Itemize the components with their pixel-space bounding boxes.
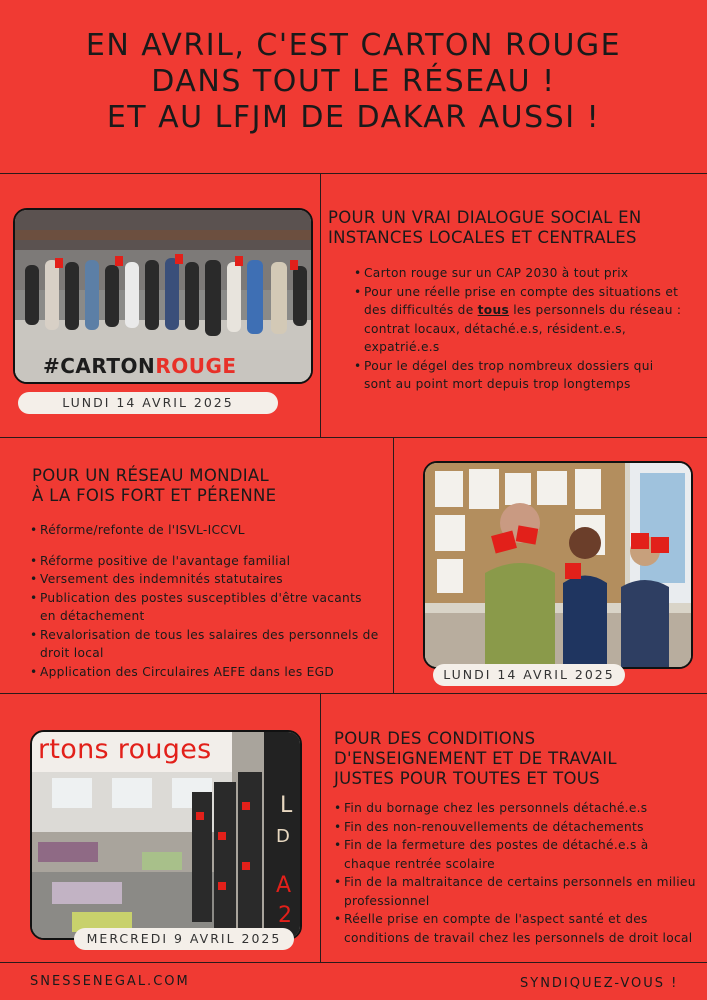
photo-illustration xyxy=(425,463,693,669)
section-heading: POUR UN VRAI DIALOGUE SOCIAL EN INSTANCES LOCALES ET CENTRALES xyxy=(328,208,642,247)
date-badge: MERCREDI 9 AVRIL 2025 xyxy=(74,928,294,950)
list-item: • Réforme/refonte de l'ISVL-ICCVL xyxy=(30,521,380,540)
divider xyxy=(320,173,321,437)
list-item: • Pour le dégel des trop nombreux dossiers qui sont au point mort depuis trop longtemps xyxy=(354,357,684,394)
list-item: • Revalorisation de tous les salaires des personnels de droit local xyxy=(30,626,380,663)
list-item: • Versement des indemnités statutaires xyxy=(30,570,380,589)
svg-text:D: D xyxy=(276,826,290,847)
locker-photo xyxy=(30,730,302,940)
website-link[interactable]: SNESSENEGAL.COM xyxy=(30,974,190,989)
date-badge: LUNDI 14 AVRIL 2025 xyxy=(433,664,625,686)
list-item: • Pour une réelle prise en compte des situations et des difficultés de tous les personnels du réseau : contrat locaux, détaché.e.s, résident.e.s, expatrié.e.s xyxy=(354,283,684,357)
svg-text:2: 2 xyxy=(278,903,292,928)
svg-text:L: L xyxy=(280,793,293,818)
list-item: • Publication des postes susceptibles d'être vacants en détachement xyxy=(30,589,380,626)
list-item: • Fin du bornage chez les personnels détaché.e.s xyxy=(334,799,699,818)
divider xyxy=(0,173,707,174)
page-title xyxy=(0,28,707,136)
divider xyxy=(393,437,394,693)
demands-list xyxy=(30,521,380,681)
divider xyxy=(0,693,707,694)
list-item: • Réelle prise en compte de l'aspect santé et des conditions de travail chez les personnels de droit local xyxy=(334,910,699,947)
list-item: • Application des Circulaires AEFE dans les EGD xyxy=(30,663,380,682)
divider xyxy=(0,962,707,963)
list-item: • Carton rouge sur un CAP 2030 à tout prix xyxy=(354,264,684,283)
list-item: • Fin de la maltraitance de certains personnels en milieu professionnel xyxy=(334,873,699,910)
divider xyxy=(320,693,321,962)
group-photo-1 xyxy=(13,208,313,384)
title-line-3: ET AU LFJM DE DAKAR AUSSI ! xyxy=(106,100,601,135)
list-item: • Fin de la fermeture des postes de détaché.e.s à chaque rentrée scolaire xyxy=(334,836,699,873)
svg-text:A: A xyxy=(276,873,292,898)
photo-banner: rtons rouges xyxy=(38,734,212,765)
section-heading: POUR UN RÉSEAU MONDIAL À LA FOIS FORT ET PÉRENNE xyxy=(32,466,277,505)
demands-list xyxy=(334,799,699,947)
title-line-1: EN AVRIL, C'EST CARTON ROUGE xyxy=(85,28,622,63)
date-badge: LUNDI 14 AVRIL 2025 xyxy=(18,392,278,414)
divider xyxy=(0,437,707,438)
section-heading: POUR DES CONDITIONS D'ENSEIGNEMENT ET DE TRAVAIL JUSTES POUR TOUTES ET TOUS xyxy=(334,729,617,788)
title-line-2: DANS TOUT LE RÉSEAU ! xyxy=(151,64,556,99)
list-item: • Fin des non-renouvellements de détachements xyxy=(334,818,699,837)
group-photo-2 xyxy=(423,461,693,669)
photo-caption: #CARTONROUGE xyxy=(43,354,237,378)
list-item: • Réforme positive de l'avantage familial xyxy=(30,552,380,571)
footer-slogan: SYNDIQUEZ-VOUS ! xyxy=(520,976,679,991)
demands-list xyxy=(354,264,684,394)
